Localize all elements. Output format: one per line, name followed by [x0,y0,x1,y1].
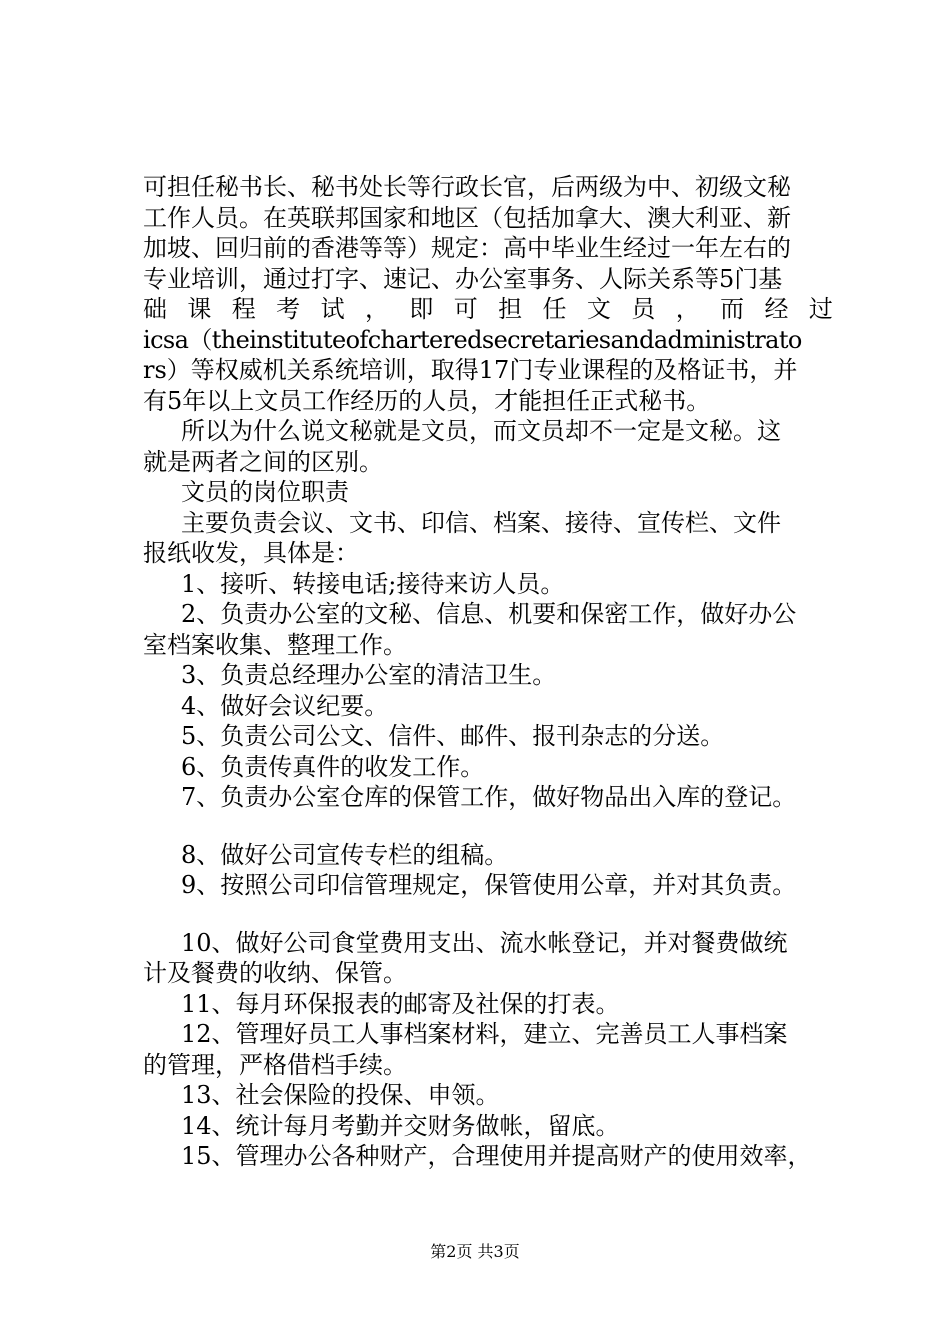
duty-item-continuation: 室档案收集、整理工作。 [143,630,407,659]
duty-item: 12、管理好员工人事档案材料，建立、完善员工人事档案 [181,1020,788,1048]
duty-item: 3、负责总经理办公室的清洁卫生。 [181,661,557,689]
duty-item: 9、按照公司印信管理规定，保管使用公章，并对其负责。 [181,871,797,899]
spread-char: 程 [231,295,256,323]
duty-item: 1、接听、转接电话;接待来访人员。 [181,569,565,598]
text-line: icsa（theinstituteofcharteredsecretariesandadministrato [143,325,802,354]
blank-line [143,813,833,840]
duty-item: 4、做好会议纪要。 [181,691,389,720]
duty-item: 2、负责办公室的文秘、信息、机要和保密工作，做好办公 [181,600,797,628]
text-line: 专业培训，通过打字、速记、办公室事务、人际关系等5门基 [143,264,783,293]
spread-char: 担 [498,295,523,323]
text-line: 可担任秘书长、秘书处长等行政长官，后两级为中、初级文秘 [143,173,791,201]
page-number-footer: 第2页 共3页 [430,1242,520,1261]
text-line: rs）等权威机关系统培训，取得17门专业课程的及格证书，并 [143,356,798,384]
section-heading: 文员的岗位职责 [181,478,349,506]
duty-item: 15、管理办公各种财产，合理使用并提高财产的使用效率， [181,1142,812,1170]
text-line: 加坡、回归前的香港等等）规定：高中毕业生经过一年左右的 [143,234,791,262]
text-line: 有5年以上文员工作经历的人员，才能担任正式秘书。 [143,386,711,415]
duty-item: 13、社会保险的投保、申领。 [181,1081,500,1109]
duty-item: 5、负责公司公文、信件、邮件、报刊杂志的分送。 [181,722,725,750]
spread-char: 员 [631,295,656,323]
text-line: 主要负责会议、文书、印信、档案、接待、宣传栏、文件 [181,508,781,537]
duty-item: 6、负责传真件的收发工作。 [181,752,485,781]
spread-char: 经 [764,295,789,323]
duty-item: 8、做好公司宣传专栏的组稿。 [181,840,509,869]
duty-item: 10、做好公司食堂费用支出、流水帐登记，并对餐费做统 [181,928,788,957]
text-line: 就是两者之间的区别。 [143,447,383,476]
spread-char: 可 [453,295,478,323]
spread-char: 础 [143,295,167,323]
document-body [143,172,833,1172]
spread-char: 试 [320,295,345,323]
duty-item: 7、负责办公室仓库的保管工作，做好物品出入库的登记。 [181,783,797,811]
text-line: 报纸收发，具体是： [143,539,359,567]
duty-item: 14、统计每月考勤并交财务做帐，留底。 [181,1111,620,1140]
text-line: 工作人员。在英联邦国家和地区（包括加拿大、澳大利亚、新 [143,203,791,232]
duty-item-continuation: 的管理，严格借档手续。 [143,1050,407,1079]
spread-char: 课 [187,295,212,323]
spread-char: 即 [409,295,434,323]
spread-text-line [143,294,833,325]
text-line: 所以为什么说文秘就是文员，而文员却不一定是文秘。这 [181,417,781,445]
spread-char: ， [675,295,700,323]
spread-char: 考 [276,295,301,323]
spread-char: 任 [542,295,567,323]
spread-char: 文 [586,295,611,323]
duty-item-continuation: 计及餐费的收纳、保管。 [143,959,407,987]
duty-item: 11、每月环保报表的邮寄及社保的打表。 [181,989,620,1018]
spread-char: 过 [808,295,833,323]
spread-char: 而 [720,295,745,323]
spread-char: ， [364,295,389,323]
blank-line [143,901,833,928]
